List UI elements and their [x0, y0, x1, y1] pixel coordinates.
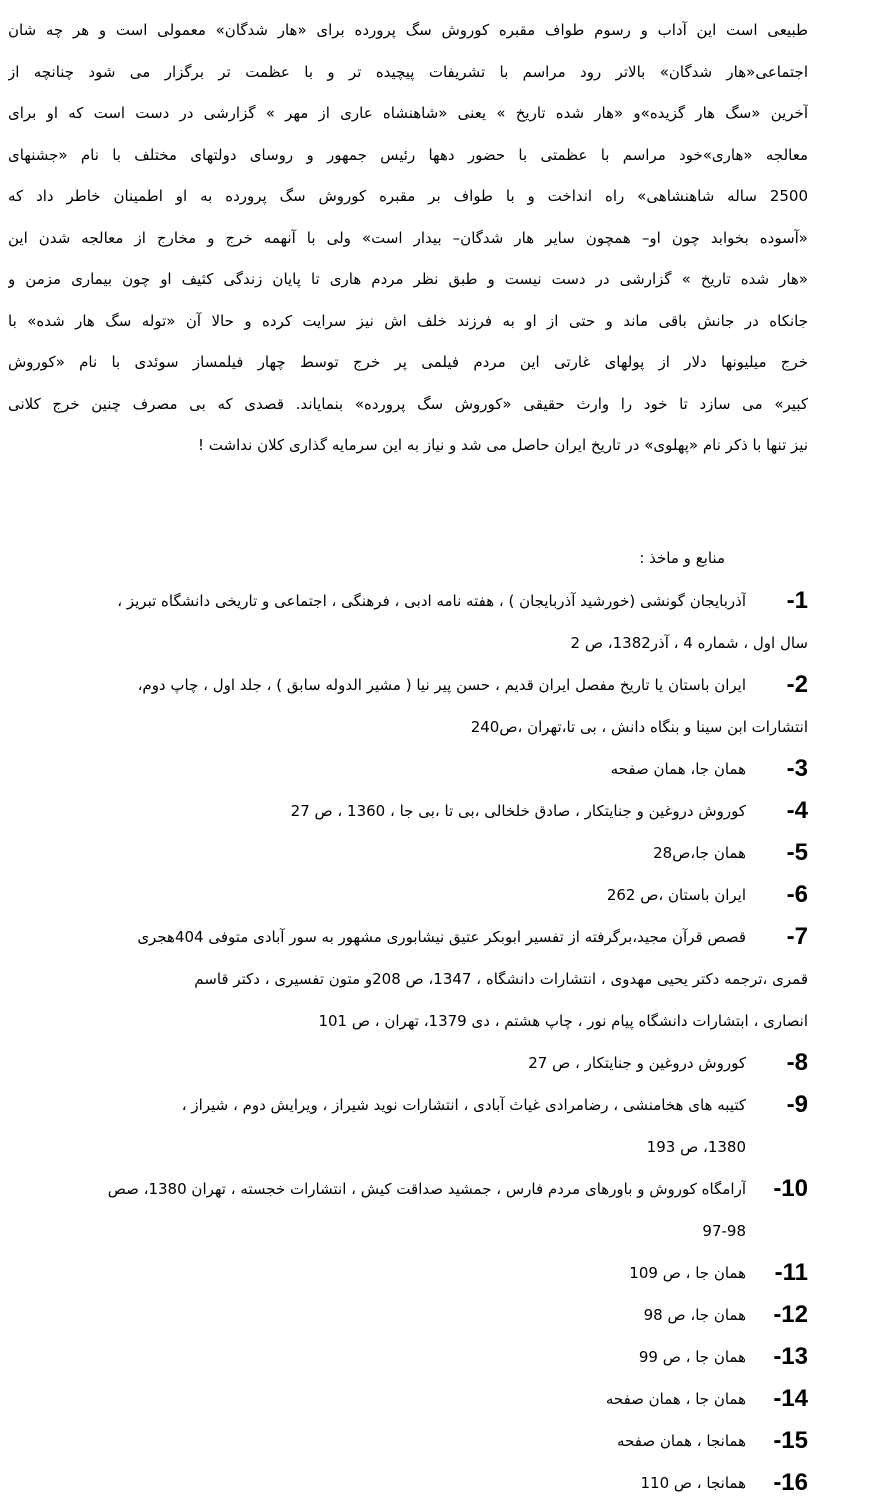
source-item-16: [0, 1462, 808, 1504]
paragraph-line: 2500 ساله شاهنشاهی» راه انداخت و با طواف بر مقبره کوروش سگ پرورده به او اطمینان خاطر داد که: [8, 187, 808, 205]
paragraph-line: «آسوده بخوابد چون او– همچون سایر هار شدگان– بیدار است» ولی با آنهمه خرج و مخارج از معالجه شدن این: [8, 228, 808, 247]
paragraph-line: جانکاه در جانش باقی ماند و حتی از او به فرزند خلف اش نیز سرایت کرده و حالا آن «توله سگ هار شده» با: [8, 311, 808, 330]
source-text: ایران باستان یا تاریخ مفصل ایران قدیم ، حسن پیر نیا ( مشیر الدوله سابق ) ، جلد اول ، چاپ دوم،: [137, 676, 746, 694]
source-text: آذربایجان گونشی (خورشید آذربایجان ) ، هفته نامه ادبی ، فرهنگی ، اجتماعی و تاریخی دانشگاه تبریز ،: [117, 592, 746, 610]
body-paragraph: [8, 10, 808, 467]
source-number: -11: [774, 1259, 808, 1286]
source-item-1: [0, 580, 808, 664]
source-text: همان جا، ص 98: [643, 1306, 746, 1324]
source-item-9: [0, 1084, 808, 1168]
source-text: همان جا، همان صفحه: [610, 760, 746, 778]
source-text: کتیبه های هخامنشی ، رضامرادی غیاث آبادی ، انتشارات نوید شیراز ، ویرایش دوم ، شیراز ،: [181, 1096, 746, 1114]
source-text: قصص قرآن مجید،برگرفته از تفسیر ابوبکر عتیق نیشابوری مشهور به سور آبادی متوفی 404هجری: [137, 928, 746, 946]
source-text: انتشارات ابن سینا و بنگاه دانش ، بی تا،تهران ،ص240: [470, 718, 808, 736]
source-text: کوروش دروغین و جنایتکار ، صادق خلخالی ،بی تا ،بی جا ، 1360 ، ص 27: [290, 802, 746, 820]
source-item-12: [0, 1294, 808, 1336]
source-number: -16: [773, 1469, 808, 1496]
source-text: همان جا ، همان صفحه: [605, 1390, 746, 1408]
paragraph-line: خرج میلیونها دلار از پولهای غارتی این مردم فیلمی پر خرج توسط چهار فیلمساز سوئدی با نام «کوروش: [8, 353, 808, 371]
source-number: -3: [786, 755, 808, 782]
source-text: همانجا ، ص 110: [640, 1474, 746, 1492]
source-item-14: [0, 1378, 808, 1420]
sources-list: [0, 580, 808, 1504]
source-number: -15: [773, 1427, 808, 1454]
source-item-3: [0, 748, 808, 790]
source-item-15: [0, 1420, 808, 1462]
paragraph-line: «هار شده تاریخ » گزارشی در دست نیست و طبق نظر مردم هاری تا پایان زندگی کثیف او چون بیماری مزمن و: [8, 270, 808, 288]
source-number: -6: [786, 881, 808, 908]
source-number: -14: [773, 1385, 808, 1412]
source-item-5: [0, 832, 808, 874]
source-text: قمری ،ترجمه دکتر یحیی مهدوی ، انتشارات دانشگاه ، 1347، ص 208و متون تفسیری ، دکتر قاسم: [194, 970, 808, 988]
source-number: -4: [786, 797, 808, 824]
source-item-13: [0, 1336, 808, 1378]
source-item-2: [0, 664, 808, 748]
source-text: همان جا ، ص 109: [629, 1264, 746, 1282]
source-item-10: [0, 1168, 808, 1252]
source-number: -5: [786, 839, 808, 866]
source-number: -8: [786, 1049, 808, 1076]
paragraph-line: نیز تنها با ذکر نام «پهلوی» در تاریخ ایران حاصل می شد و نیاز به این سرمایه گذاری کلان نداشت !: [198, 436, 808, 454]
source-number: -13: [773, 1343, 808, 1370]
source-text: کوروش دروغین و جنایتکار ، ص 27: [528, 1054, 746, 1072]
paragraph-line: اجتماعی«هار شدگان» بالاتر رود مراسم با تشریفات پیچیده تر و با عظمت تر برگزار می شود چنانچه از: [8, 62, 808, 81]
source-text: همانجا ، همان صفحه: [617, 1432, 746, 1450]
source-text: همان جا،ص28: [653, 844, 746, 862]
source-number: -10: [773, 1175, 808, 1202]
source-text: ایران باستان ،ص 262: [606, 886, 746, 904]
sources-heading: منابع و ماخذ :: [639, 549, 725, 567]
source-item-7: [0, 916, 808, 1042]
paragraph-line: آخرین «سگ هار گزیده»و «هار شده تاریخ » یعنی «شاهنشاه عاری از مهر » گزارشی در دست است که او برای: [8, 104, 808, 122]
paragraph-line: معالجه «هاری»خود مراسم با عظمتی با حضور دهها رئیس جمهور و روسای دولتهای مختلف با نام «جشنهای: [8, 145, 808, 164]
source-text: 1380، ص 193: [646, 1138, 746, 1156]
source-item-6: [0, 874, 808, 916]
source-number: -12: [773, 1301, 808, 1328]
source-number: -7: [786, 923, 808, 950]
source-item-4: [0, 790, 808, 832]
source-item-11: [0, 1252, 808, 1294]
source-number: -2: [786, 671, 808, 698]
source-number: -1: [786, 587, 808, 614]
source-text: همان جا ، ص 99: [638, 1348, 746, 1366]
source-text: آرامگاه کوروش و باورهای مردم فارس ، جمشید صداقت کیش ، انتشارات خجسته ، تهران 1380، صص: [107, 1180, 746, 1198]
source-text: سال اول ، شماره 4 ، آذر1382، ص 2: [570, 634, 808, 652]
source-number: -9: [786, 1091, 808, 1118]
source-text: انصاری ، ابتشارات دانشگاه پیام نور ، چاپ هشتم ، دی 1379، تهران ، ص 101: [318, 1012, 808, 1030]
source-text: 97-98: [702, 1222, 746, 1240]
paragraph-line: طبیعی است این آداب و رسوم طواف مقبره کوروش سگ پرورده برای «هار شدگان» معمولی است و هر چه شان: [8, 21, 808, 39]
paragraph-line: کبیر» می سازد تا خود را وارث حقیقی «کوروش سگ پرورده» بنمایاند. قصدی که بی مصرف چنین خرج کلانی: [8, 394, 808, 413]
source-item-8: [0, 1042, 808, 1084]
